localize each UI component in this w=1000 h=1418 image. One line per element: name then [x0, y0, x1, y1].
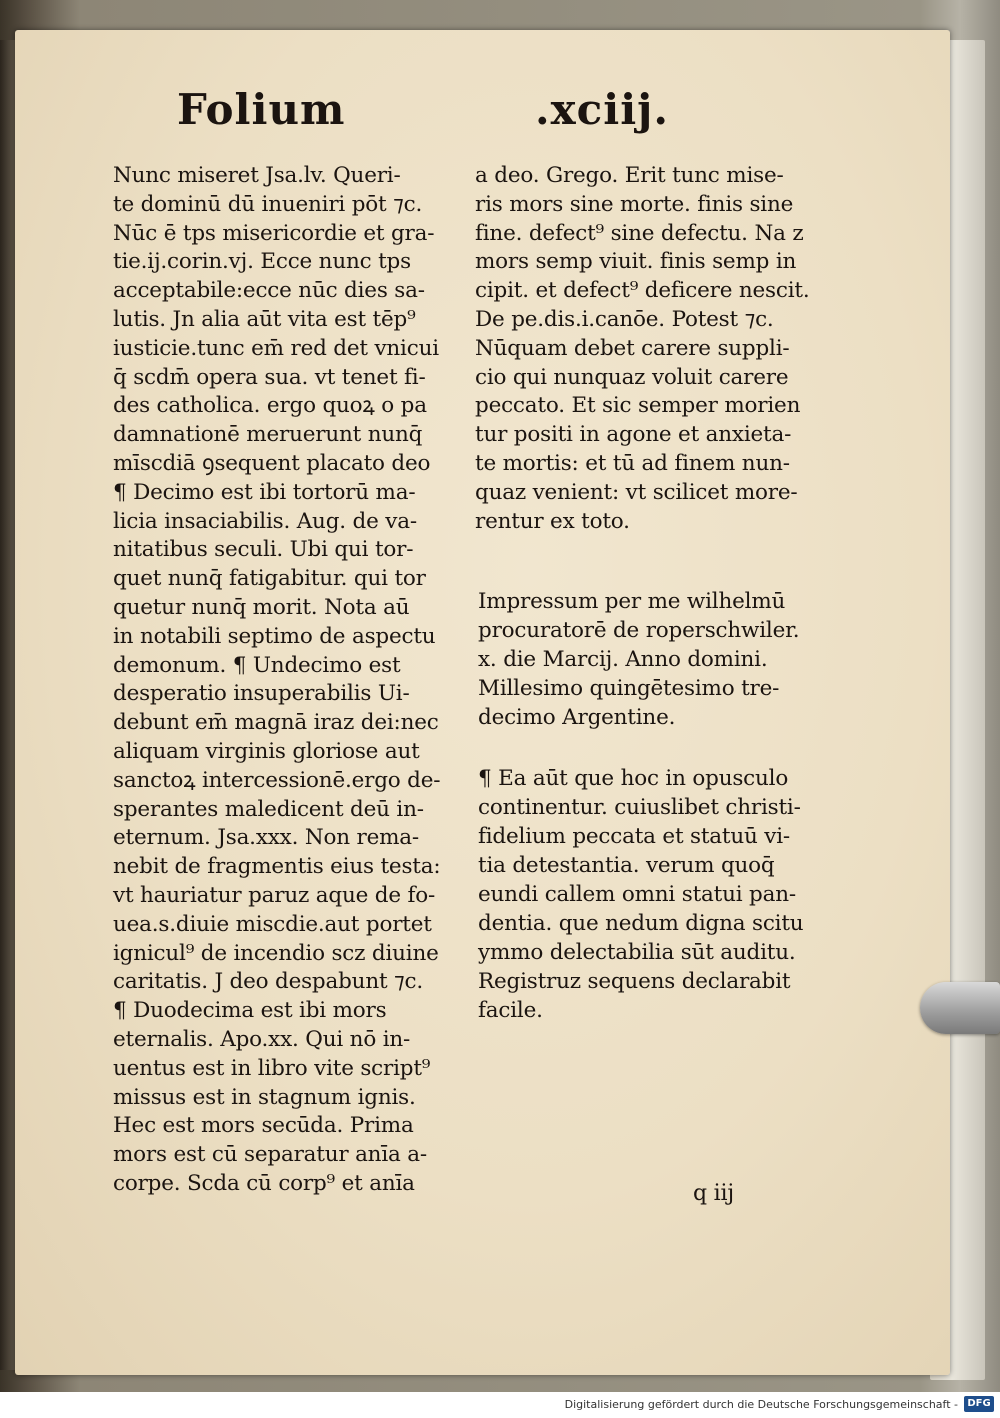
- text-line: eternum. Jsa.xxx. Non rema‑: [113, 825, 419, 851]
- page-clip: [920, 982, 1000, 1034]
- text-line: ignicul⁹ de incendio scz diuine: [113, 940, 439, 966]
- text-line: tie.ij.corin.vj. Ecce nunc tps: [113, 249, 411, 275]
- text-line: Registruz sequens declarabit: [478, 969, 791, 994]
- text-line: ymmo delectabilia sūt auditu.: [478, 940, 796, 965]
- text-line: Nunc miseret Jsa.lv. Queri‑: [113, 163, 401, 188]
- text-line: sanctoꝝ intercessionē.ergo de‑: [113, 767, 441, 793]
- text-line: des catholica. ergo quoꝝ o pa: [113, 393, 427, 419]
- dfg-logo: DFG: [964, 1396, 994, 1412]
- text-line: tur positi in agone et anxieta‑: [475, 422, 792, 448]
- book-page: [15, 30, 950, 1375]
- text-line: eundi callem omni statui pan‑: [478, 882, 796, 907]
- text-line: debunt em̄ magnā iraz dei:nec: [113, 710, 439, 736]
- text-line: mors semp viuit. finis semp in: [475, 249, 797, 275]
- text-line: dentia. que nedum digna scitu: [478, 911, 804, 936]
- text-line: acceptabile:ecce nūc dies sa‑: [113, 278, 425, 304]
- text-line: licia insaciabilis. Aug. de va‑: [113, 508, 417, 534]
- text-line: quaz venient: vt scilicet more‑: [475, 479, 798, 505]
- text-line: damnationē meruerunt nunq̄: [113, 422, 423, 448]
- text-line: a deo. Grego. Erit tunc mise‑: [475, 163, 784, 188]
- text-line: fine. defect⁹ sine defectu. Na z: [475, 220, 804, 246]
- text-line: te dominū dū inueniri pōt ⁊c.: [113, 191, 423, 217]
- text-line: De pe.dis.i.canōe. Potest ⁊c.: [475, 307, 774, 332]
- text-line: ¶ Decimo est ibi tortorū ma‑: [113, 479, 416, 505]
- text-line: Impressum per me wilhelmū: [478, 589, 786, 614]
- folio-number: .xciij.: [535, 85, 669, 134]
- text-line: cipit. et defect⁹ deficere nescit.: [475, 278, 810, 304]
- text-line: quet nunq̄ fatigabitur. qui tor: [113, 566, 426, 592]
- text-line: vt hauriatur paruz aque de fo‑: [113, 883, 436, 908]
- text-line: nebit de fragmentis eius testa:: [113, 854, 441, 880]
- text-line: decimo Argentine.: [478, 705, 676, 730]
- text-line: iusticie.tunc em̄ red det vnicui: [113, 335, 439, 361]
- text-line: mors est cū separatur anīa a‑: [113, 1142, 427, 1168]
- text-line: x. die Marcij. Anno domini.: [478, 647, 768, 672]
- text-line: te mortis: et tū ad finem nun‑: [475, 451, 790, 476]
- text-line: uea.s.diuie miscdie.aut portet: [113, 911, 432, 937]
- text-line: missus est in stagnum ignis.: [113, 1084, 416, 1110]
- text-line: quetur nunq̄ morit. Nota aū: [113, 595, 410, 620]
- text-line: uentus est in libro vite script⁹: [113, 1055, 431, 1081]
- text-line: Hec est mors secūda. Prima: [113, 1113, 414, 1139]
- text-line: demonum. ¶ Undecimo est: [113, 652, 401, 678]
- text-line: ris mors sine morte. finis sine: [475, 191, 794, 217]
- text-line: Millesimo quingētesimo tre‑: [478, 676, 780, 701]
- text-line: procuratorē de roperschwiler.: [478, 618, 800, 643]
- text-line: facile.: [478, 998, 543, 1023]
- text-line: ¶ Duodecima est ibi mors: [113, 998, 387, 1024]
- text-line: caritatis. J deo despabunt ⁊c.: [113, 969, 424, 995]
- text-line: corpe. Scda cū corp⁹ et anīa: [113, 1171, 415, 1196]
- text-line: q̄ scdm̄ opera sua. vt tenet fi‑: [113, 364, 426, 390]
- text-line: desperatio insuperabilis Ui‑: [113, 681, 410, 707]
- text-line: Nūquam debet carere suppli‑: [475, 335, 790, 361]
- funding-credit: Digitalisierung gefördert durch die Deutsche Forschungsgemeinschaft -: [564, 1398, 958, 1411]
- text-line: mīscdiā ꝯsequent placato deo: [113, 451, 431, 476]
- text-line: aliquam virginis gloriose aut: [113, 739, 420, 764]
- text-line: sperantes maledicent deū in‑: [113, 796, 424, 822]
- signature-mark: q iij: [693, 1181, 734, 1206]
- text-line: lutis. Jn alia aūt vita est tēp⁹: [113, 307, 416, 332]
- footer-bar: [0, 1392, 1000, 1418]
- text-line: fidelium peccata et statuū vi‑: [478, 824, 790, 849]
- text-line: cio qui nunquaz voluit carere: [475, 364, 789, 390]
- text-line: ¶ Ea aūt que hoc in opusculo: [478, 766, 789, 791]
- text-line: tia detestantia. verum quoq̄: [478, 853, 775, 878]
- text-line: eternalis. Apo.xx. Qui nō in‑: [113, 1027, 411, 1052]
- text-line: continentur. cuiuslibet christi‑: [478, 795, 801, 820]
- text-line: Nūc ē tps misericordie et gra‑: [113, 220, 435, 246]
- text-line: in notabili septimo de aspectu: [113, 623, 436, 649]
- text-line: peccato. Et sic semper morien: [475, 393, 801, 419]
- text-line: rentur ex toto.: [475, 508, 630, 534]
- header-folium: Folium: [177, 85, 346, 134]
- text-line: nitatibus seculi. Ubi qui tor‑: [113, 537, 414, 563]
